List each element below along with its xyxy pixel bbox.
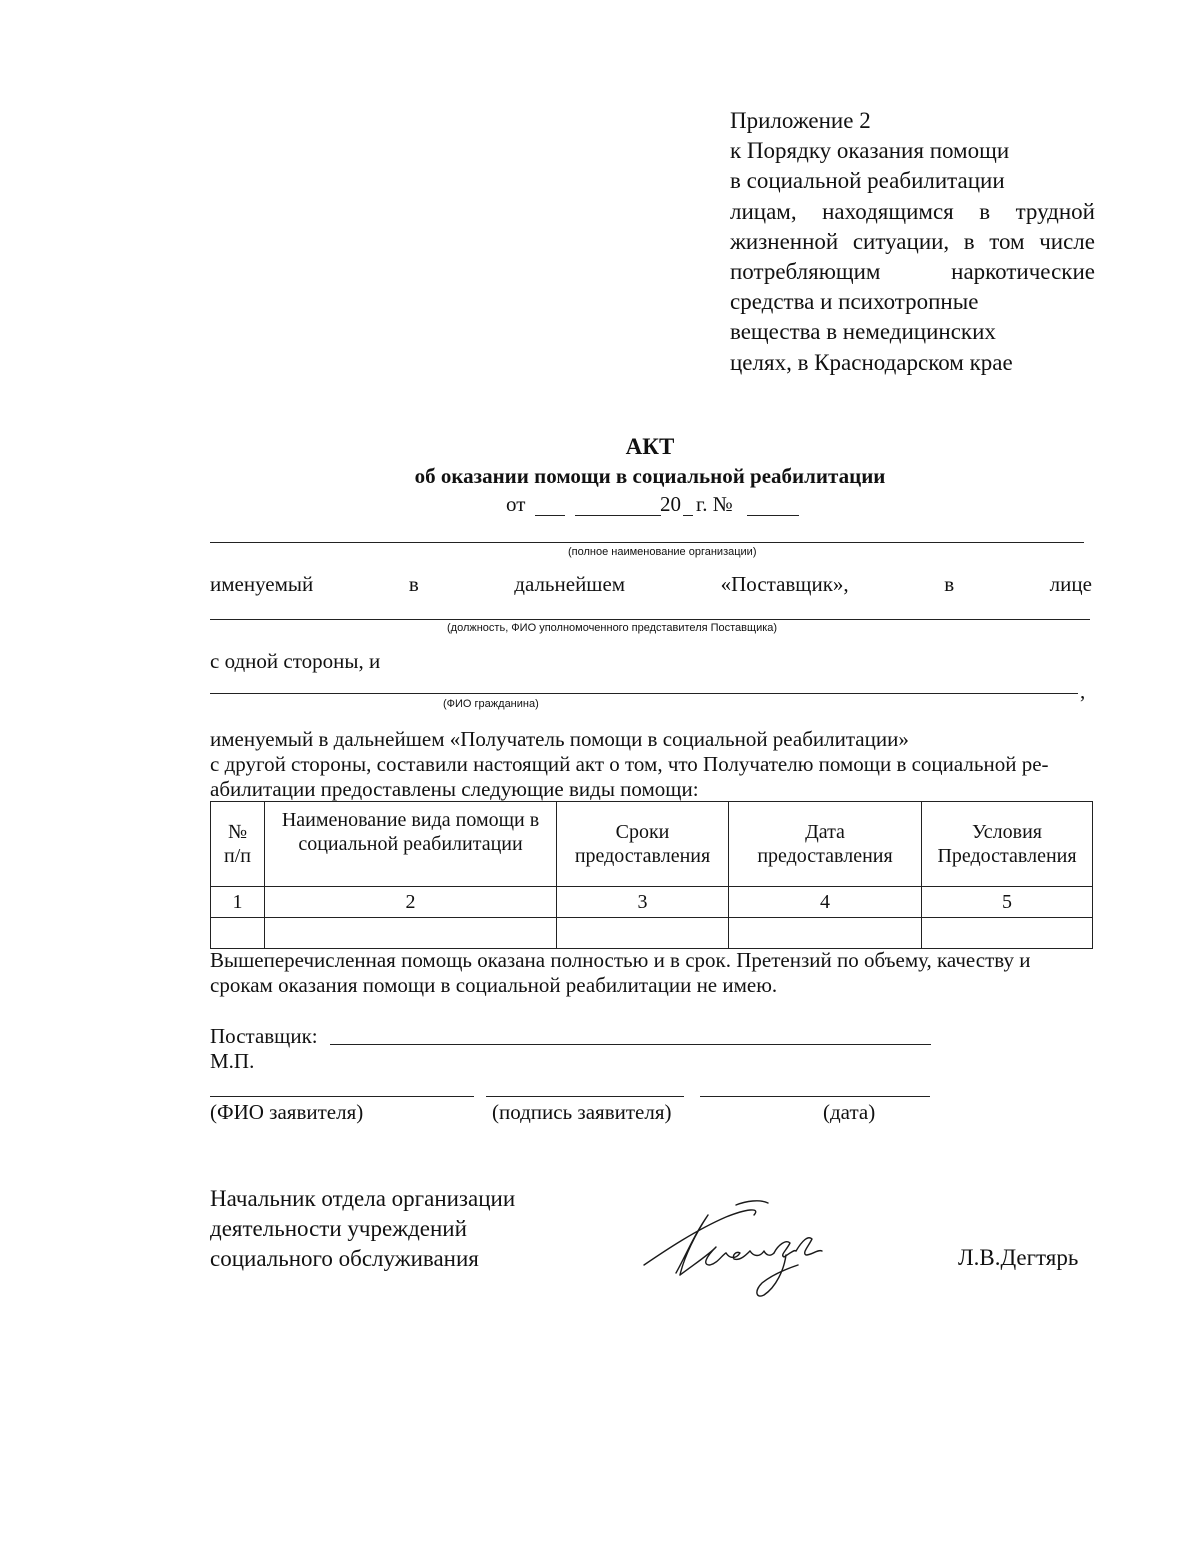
number-label: г. № <box>696 492 733 516</box>
citizen-name-line[interactable] <box>210 693 1078 694</box>
fio-caption: (ФИО заявителя) <box>210 1100 364 1124</box>
appendix-line: жизненной ситуации, в том числе <box>730 228 1095 254</box>
appendix-line: Приложение 2 <box>730 108 871 133</box>
year-blank[interactable] <box>683 515 693 516</box>
citizen-caption: (ФИО гражданина) <box>443 698 539 710</box>
column-number: 3 <box>557 887 729 918</box>
appendix-line: в социальной реабилитации <box>730 168 1005 194</box>
act-date-line <box>503 492 803 518</box>
supplier-named-row <box>210 571 1092 597</box>
named-word: лице <box>1049 572 1092 596</box>
stamp-label: М.П. <box>210 1049 255 1073</box>
number-blank[interactable] <box>747 515 799 516</box>
named-word: в <box>408 572 419 596</box>
table-row <box>211 918 1093 949</box>
table-cell[interactable] <box>922 918 1093 949</box>
appendix-note <box>730 106 1095 378</box>
column-number: 1 <box>211 887 265 918</box>
named-word: «Поставщик», <box>720 572 849 596</box>
confirmation-line-2: срокам оказания помощи в социальной реабилитации не имею. <box>210 973 778 997</box>
column-header-conditions: Условия Предоставления <box>922 802 1093 887</box>
applicant-fio-line[interactable] <box>210 1096 474 1097</box>
table-cell[interactable] <box>729 918 922 949</box>
citizen-comma: , <box>1080 679 1086 703</box>
month-blank[interactable] <box>575 515 661 516</box>
position-line: социального обслуживания <box>210 1246 479 1271</box>
column-header-number: № п/п <box>211 802 265 887</box>
signature-caption: (подпись заявителя) <box>492 1100 672 1124</box>
other-side-text-1: с другой стороны, составили настоящий акт о том, что Получателю помощи в социальной ре- <box>210 752 1049 776</box>
recipient-text: именуемый в дальнейшем «Получатель помощи в социальной реабилитации» <box>210 727 909 751</box>
appendix-line: лицам, находящимся в трудной <box>730 198 1095 224</box>
appendix-line: к Порядку оказания помощи <box>730 138 1010 164</box>
position-line: деятельности учреждений <box>210 1216 467 1241</box>
supplier-signature-line[interactable] <box>330 1044 931 1045</box>
column-header-date: Дата предоставления <box>729 802 922 887</box>
position-line: Начальник отдела организации <box>210 1186 516 1211</box>
applicant-date-line[interactable] <box>700 1096 930 1097</box>
document-subtitle: об оказании помощи в социальной реабилитации <box>414 464 886 488</box>
document-title: АКТ <box>625 434 675 459</box>
signer-position <box>210 1184 515 1274</box>
supplier-label: Поставщик: <box>210 1024 318 1048</box>
appendix-line: средства и психотропные <box>730 289 979 315</box>
appendix-line: вещества в немедицинских <box>730 319 996 345</box>
year-prefix: 20 <box>660 492 681 516</box>
day-blank[interactable] <box>535 515 565 516</box>
representative-line[interactable] <box>210 619 1090 620</box>
column-header-terms: Сроки предоставления <box>557 802 729 887</box>
table-cell[interactable] <box>211 918 265 949</box>
named-word: в <box>944 572 955 596</box>
table-header-row <box>211 802 1093 887</box>
handwritten-signature <box>636 1195 836 1305</box>
act-header <box>300 432 1000 490</box>
date-prefix: от <box>506 492 526 516</box>
representative-caption: (должность, ФИО уполномоченного представителя Поставщика) <box>447 622 778 634</box>
other-side-text-2: абилитации предоставлены следующие виды помощи: <box>210 777 699 801</box>
appendix-line: потребляющим наркотические <box>730 259 1095 285</box>
table-numbering-row <box>211 887 1093 918</box>
confirmation-line-1: Вышеперечисленная помощь оказана полностью и в срок. Претензий по объему, качеству и <box>210 948 1031 972</box>
organization-name-line[interactable] <box>210 542 1084 543</box>
date-caption: (дата) <box>823 1100 876 1124</box>
named-word: дальнейшем <box>514 572 626 596</box>
column-header-service: Наименование вида помощи в социальной реабилитации <box>265 802 557 887</box>
one-side-text: с одной стороны, и <box>210 649 381 673</box>
applicant-signature-line[interactable] <box>486 1096 684 1097</box>
column-number: 4 <box>729 887 922 918</box>
column-number: 5 <box>922 887 1093 918</box>
organization-caption: (полное наименование организации) <box>568 546 757 558</box>
named-word: именуемый <box>210 572 314 596</box>
table-cell[interactable] <box>265 918 557 949</box>
appendix-line: целях, в Краснодарском крае <box>730 349 1013 375</box>
signer-name: Л.В.Дегтярь <box>958 1245 1079 1270</box>
services-table <box>210 801 1093 949</box>
column-number: 2 <box>265 887 557 918</box>
table-cell[interactable] <box>557 918 729 949</box>
